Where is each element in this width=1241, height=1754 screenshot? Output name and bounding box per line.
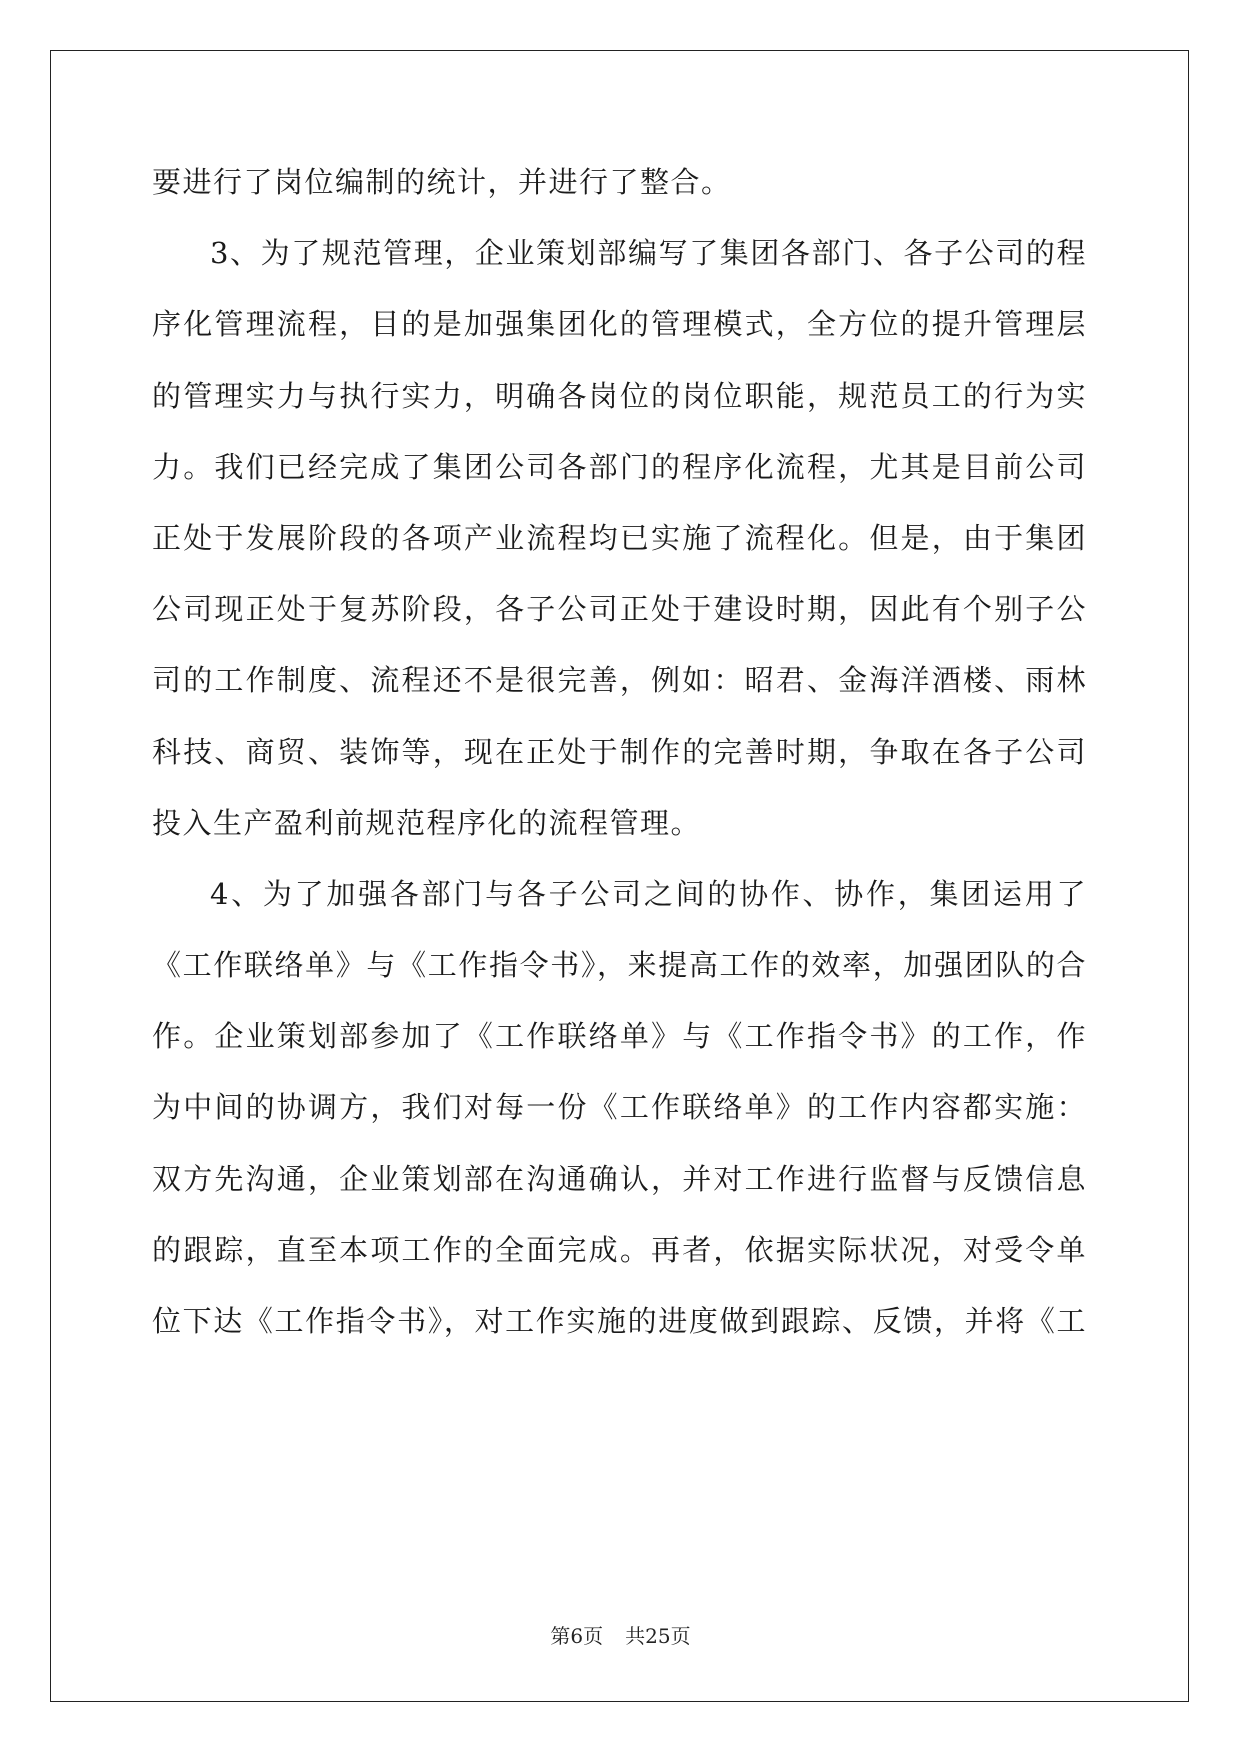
page-footer bbox=[0, 1624, 1241, 1648]
text-line: 作。企业策划部参加了《工作联络单》与《工作指令书》的工作，作 bbox=[152, 1019, 1087, 1054]
text-line: 为中间的协调方，我们对每一份《工作联络单》的工作内容都实施： bbox=[152, 1090, 1087, 1125]
text-line: 正处于发展阶段的各项产业流程均已实施了流程化。但是，由于集团 bbox=[152, 520, 1087, 555]
text-line: 投入生产盈利前规范程序化的流程管理。 bbox=[152, 805, 702, 840]
paragraph-4-line: 4、为了加强各部门与各子公司之间的协作、协作，集团运用了 bbox=[210, 876, 1087, 911]
page-number: 第6页 bbox=[550, 1624, 604, 1648]
page-total: 共25页 bbox=[625, 1624, 691, 1648]
document-body bbox=[152, 162, 1087, 1372]
text-line: 司的工作制度、流程还不是很完善，例如：昭君、金海洋酒楼、雨林 bbox=[152, 663, 1087, 698]
text-line: 位下达《工作指令书》，对工作实施的进度做到跟踪、反馈，并将《工 bbox=[152, 1304, 1087, 1338]
text-line: 力。我们已经完成了集团公司各部门的程序化流程，尤其是目前公司 bbox=[152, 449, 1087, 484]
text-line: 序化管理流程，目的是加强集团化的管理模式，全方位的提升管理层 bbox=[152, 307, 1087, 342]
paragraph-3-line: 3、为了规范管理，企业策划部编写了集团各部门、各子公司的程 bbox=[210, 236, 1087, 271]
text-line: 科技、商贸、装饰等，现在正处于制作的完善时期，争取在各子公司 bbox=[152, 734, 1087, 769]
text-line: 要进行了岗位编制的统计，并进行了整合。 bbox=[152, 165, 732, 199]
text-line: 《工作联络单》与《工作指令书》，来提高工作的效率，加强团队的合 bbox=[152, 948, 1087, 983]
text-line: 的管理实力与执行实力，明确各岗位的岗位职能，规范员工的行为实 bbox=[152, 378, 1087, 413]
text-line: 的跟踪，直至本项工作的全面完成。再者，依据实际状况，对受令单 bbox=[152, 1232, 1087, 1267]
text-line: 公司现正处于复苏阶段，各子公司正处于建设时期，因此有个别子公 bbox=[152, 592, 1087, 627]
text-line: 双方先沟通，企业策划部在沟通确认，并对工作进行监督与反馈信息 bbox=[152, 1161, 1087, 1196]
